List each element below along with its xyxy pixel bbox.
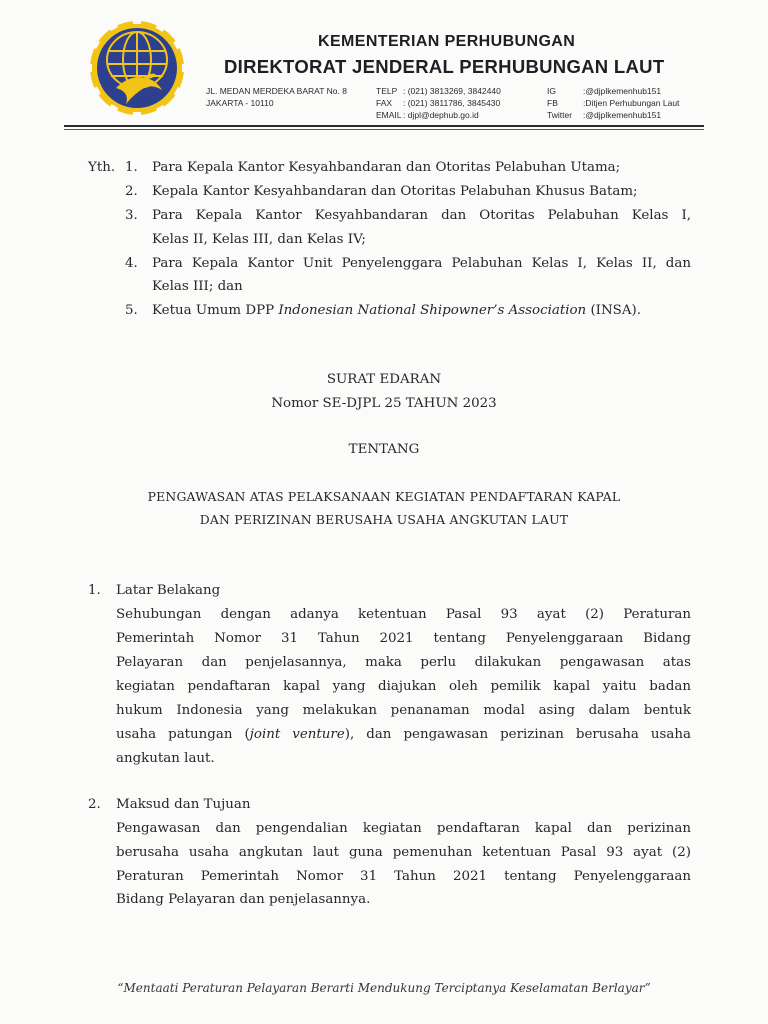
recipient-num-4: 4. (125, 256, 138, 271)
section-2-line-4: Bidang Pelayaran dan penjelasannya. (116, 892, 371, 907)
recipient-text-5: Ketua Umum DPP Indonesian National Shipowner’s Association (INSA). (152, 303, 641, 318)
fax-label: FAX (376, 98, 393, 108)
kementerian-perhubungan-logo (86, 18, 188, 118)
telp-label: TELP (376, 86, 398, 96)
letterhead-rule-thin (64, 129, 704, 130)
recipient-text-3-cont: Kelas II, Kelas III, dan Kelas IV; (152, 232, 366, 247)
ig-value: :@djplkemenhub151 (583, 86, 662, 96)
recipient-yth: Yth. (88, 160, 116, 175)
recipient-text-4: Para Kepala Kantor Unit Penyelenggara Pelabuhan Kelas I, Kelas II, dan (152, 256, 691, 271)
section-1-line-6: usaha patungan (joint venture), dan pengawasan perizinan berusaha usaha (116, 727, 691, 742)
section-2-line-1: Pengawasan dan pengendalian kegiatan pendaftaran kapal dan perizinan (116, 821, 691, 836)
section-1-heading: Latar Belakang (116, 583, 221, 598)
section-2-line-3: Peraturan Pemerintah Nomor 31 Tahun 2021 tentang Penyelenggaraan (116, 869, 691, 884)
subject-line-1: PENGAWASAN ATAS PELAKSANAAN KEGIATAN PENDAFTARAN KAPAL (147, 489, 621, 504)
fb-value: :Ditjen Perhubungan Laut (583, 98, 680, 108)
section-1-line-5: hukum Indonesia yang melakukan penanaman modal asing dalam bentuk (116, 703, 691, 718)
twitter-label: Twitter (547, 110, 573, 120)
recipient-num-2: 2. (125, 184, 138, 199)
doc-number: Nomor SE-DJPL 25 TAHUN 2023 (271, 396, 497, 411)
section-1-line-7: angkutan laut. (116, 751, 215, 766)
section-1-line-4: kegiatan pendaftaran kapal yang diajukan oleh pemilik kapal yaitu badan (116, 679, 691, 694)
recipient-num-1: 1. (125, 160, 138, 175)
tentang-label: TENTANG (348, 442, 420, 457)
twitter-value: :@djplkemenhub151 (583, 110, 662, 120)
fb-label: FB (547, 98, 558, 108)
section-1-line-1: Sehubungan dengan adanya ketentuan Pasal 93 ayat (2) Peraturan (116, 607, 691, 622)
ig-label: IG (547, 86, 556, 96)
email-value: : djpl@dephub.go.id (403, 110, 479, 120)
address-line-1: JL. MEDAN MERDEKA BARAT No. 8 (206, 86, 347, 96)
address-line-2: JAKARTA - 10110 (206, 98, 274, 108)
recipient-num-5: 5. (125, 303, 138, 318)
recipient-text-3: Para Kepala Kantor Kesyahbandaran dan Otoritas Pelabuhan Kelas I, (152, 208, 691, 223)
section-1-num: 1. (88, 583, 101, 598)
fax-value: : (021) 3811786, 3845430 (403, 98, 501, 108)
email-label: EMAIL (376, 110, 402, 120)
section-2-line-2: berusaha usaha angkutan laut guna pemenuhan ketentuan Pasal 93 ayat (2) (116, 845, 691, 860)
recipient-num-3: 3. (125, 208, 138, 223)
recipient-text-4-cont: Kelas III; dan (152, 279, 243, 294)
section-2-num: 2. (88, 797, 101, 812)
telp-value: : (021) 3813269, 3842440 (403, 86, 501, 96)
letterhead-rule-thick (64, 125, 704, 127)
section-1-line-2: Pemerintah Nomor 31 Tahun 2021 tentang Penyelenggaraan Bidang (116, 631, 691, 646)
recipient-text-1: Para Kepala Kantor Kesyahbandaran dan Otoritas Pelabuhan Utama; (152, 160, 621, 175)
section-1-line-3: Pelayaran dan penjelasannya, maka perlu dilakukan pengawasan atas (116, 655, 691, 670)
ministry-name: KEMENTERIAN PERHUBUNGAN (318, 33, 576, 50)
subject-line-2: DAN PERIZINAN BERUSAHA USAHA ANGKUTAN LAUT (199, 512, 569, 527)
recipient-text-2: Kepala Kantor Kesyahbandaran dan Otoritas Pelabuhan Khusus Batam; (152, 184, 638, 199)
directorate-name: DIREKTORAT JENDERAL PERHUBUNGAN LAUT (224, 56, 665, 77)
footer-motto: “Mentaati Peraturan Pelayaran Berarti Mendukung Terciptanya Keselamatan Berlayar” (117, 981, 651, 995)
doc-type: SURAT EDARAN (326, 372, 442, 387)
section-2-heading: Maksud dan Tujuan (116, 797, 251, 812)
